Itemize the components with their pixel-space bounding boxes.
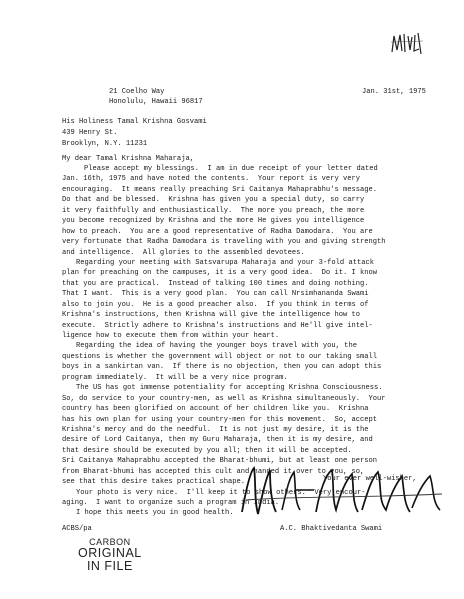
signature <box>236 460 448 522</box>
body-line: I hope this meets you in good health. <box>76 509 234 518</box>
body-line: it very faithfully and enthusiastically. The more you preach, the more <box>62 206 365 215</box>
body-line: The US has got immense potentiality for accepting Krishna Consciousness. <box>76 384 383 393</box>
body-line: plan for preaching on the campuses, it is a very good idea. Do it. I know <box>62 269 378 278</box>
recipient-line-2: 439 Henry St. <box>62 129 118 137</box>
carbon-stamp <box>78 537 142 573</box>
reference-initials: ACBS/pa <box>62 525 92 533</box>
body-line: see that this desire takes practical shape. <box>62 478 246 487</box>
body-line: how to preach. You are a good representative of Radha Damodara. You are <box>62 227 373 236</box>
body-line: very fortunate that Radha Damodara is traveling with you and giving strength <box>62 238 386 247</box>
sender-address-line-1: 21 Coelho Way <box>109 88 165 96</box>
body-line: Please accept my blessings. I am in due receipt of your letter dated <box>84 165 378 173</box>
body-line: you become recognized by Krishna and the more He gives you intelligence <box>62 217 365 226</box>
body-line: questions is whether the government will object or not to our taking small <box>62 352 378 361</box>
body-line: country has been glorified on account of her children like you. Krishna <box>62 405 369 414</box>
salutation: My dear Tamal Krishna Maharaja, <box>62 155 194 163</box>
body-line: from Bharat-bhumi has accepted this cult and handed it over to you, so, <box>62 467 365 476</box>
recipient-line-3: Brooklyn, N.Y. 11231 <box>62 140 148 148</box>
body-line: Jan. 16th, 1975 and have noted the contents. Your report is very very <box>62 175 360 184</box>
sender-address-line-2: Honolulu, Hawaii 96817 <box>109 98 203 106</box>
body-line: Do that and be blessed. Krishna has given you a special duty, so carry <box>62 196 365 205</box>
signer-name: A.C. Bhaktivedanta Swami <box>280 525 383 533</box>
body-line: So, do service to your country-men, as well as Krishna simultaneously. Your <box>62 394 386 403</box>
stamp-line-1: CARBON <box>89 537 131 547</box>
body-line: Regarding your meeting with Satsvarupa Maharaja and your 3-fold attack <box>76 258 374 267</box>
closing: Your ever well-wisher, <box>323 475 417 483</box>
body-line: program immediately. It will be a very nice program. <box>62 373 288 382</box>
body-line: aging. I want to organize such a program in India. <box>62 499 280 507</box>
body-line: that you are practical. Instead of talking 100 times and doing nothing. <box>62 279 369 288</box>
stamp-line-3: IN FILE <box>86 559 133 573</box>
body-line: Your photo is very nice. I'll keep it to show others. Very encour- <box>76 488 366 497</box>
body-line: encouraging. It means really preaching Sri Caitanya Mahaprabhu's message. <box>62 185 378 194</box>
body-line: and intelligence. All glories to the assembled devotees. <box>62 248 305 257</box>
letter-date: Jan. 31st, 1975 <box>362 88 426 96</box>
stamp-line-2: ORIGINAL <box>78 546 142 560</box>
body-line: Regarding the idea of having the younger boys travel with you, the <box>76 342 357 351</box>
body-line: That I want. This is a very good plan. You can call Nrsimhananda Swami <box>62 290 369 299</box>
body-line: Sri Caitanya Mahaprabhu accepted the Bharat-bhumi, but at least one person <box>62 457 378 466</box>
recipient-line-1: His Holiness Tamal Krishna Gosvami <box>62 118 207 126</box>
body-line: desire of Lord Caitanya, then my Guru Maharaja, then it is my desire, and <box>62 436 373 445</box>
handwritten-mark <box>388 30 426 58</box>
body-line: boys in a sankirtan van. If there is no objection, then you can adopt this <box>62 363 382 372</box>
body-line: Krishna's instructions, then Krishna will give the intelligence how to <box>62 311 360 320</box>
body-line: has his own plan for using your country-men for this movement. So, accept <box>62 415 378 424</box>
body-line: also to join you. He is a good preacher also. If you think in terms of <box>62 300 369 309</box>
body-line: ligence how to execute them from within your heart. <box>62 332 280 340</box>
body-line: that desire should be executed by you all; then it will be accepted. <box>62 446 352 455</box>
body-line: Krishna's mercy and do the needful. It is not just my desire, it is the <box>62 425 369 434</box>
body-line: execute. Strictly adhere to Krishna's instructions and He'll give intel- <box>62 321 373 330</box>
